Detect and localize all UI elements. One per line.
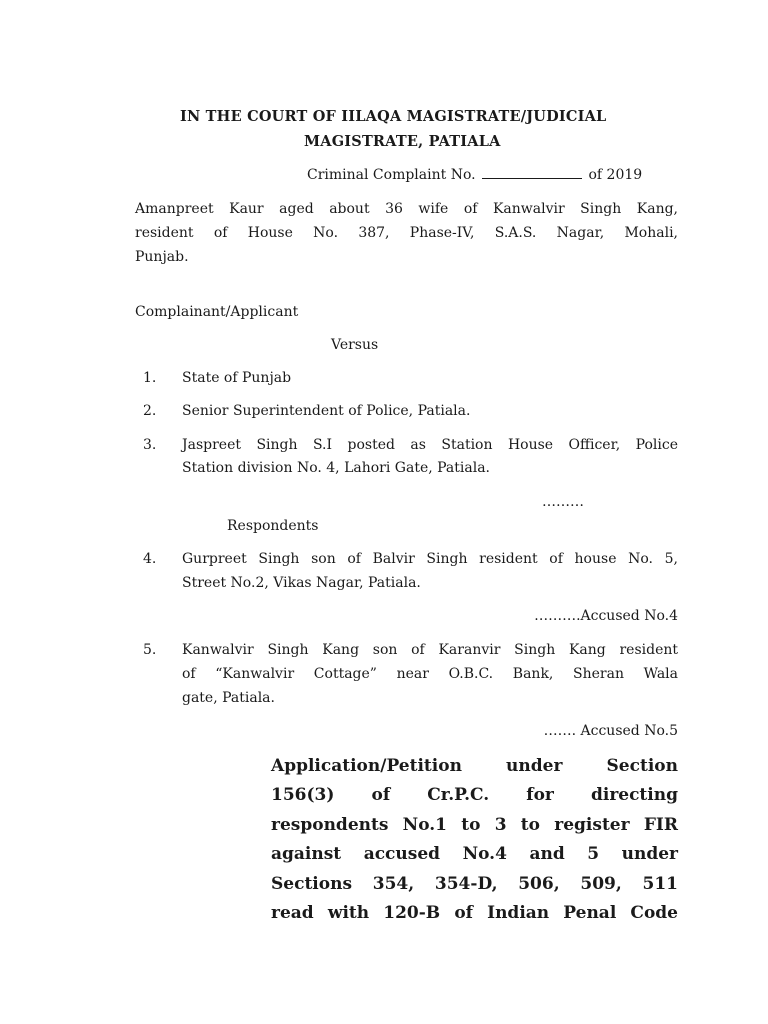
respondent-line: State of Punjab xyxy=(182,370,292,386)
complainant-line3: Punjab. xyxy=(135,249,189,265)
accused-line: Gurpreet Singh son of Balvir Singh resident of house No. 5, xyxy=(182,551,678,567)
respondents-dots: ……… xyxy=(542,494,584,510)
respondent-line: Senior Superintendent of Police, Patiala. xyxy=(182,403,471,419)
respondent-line: Station division No. 4, Lahori Gate, Patiala. xyxy=(182,460,490,476)
respondent-line: Jaspreet Singh S.I posted as Station House Officer, Police xyxy=(182,437,678,453)
complaint-number-blank xyxy=(482,166,582,179)
complainant-line1: Amanpreet Kaur aged about 36 wife of Kanwalvir Singh Kang, xyxy=(135,201,678,217)
accused-label: ……. Accused No.5 xyxy=(543,723,678,739)
accused-line: Street No.2, Vikas Nagar, Patiala. xyxy=(182,575,421,591)
complaint-suffix: of 2019 xyxy=(588,167,643,183)
court-heading-line1: IN THE COURT OF IILAQA MAGISTRATE/JUDICIAL xyxy=(180,108,607,125)
accused-line: gate, Patiala. xyxy=(182,690,275,706)
respondents-label: Respondents xyxy=(227,518,319,534)
prayer-line: against accused No.4 and 5 under xyxy=(271,844,678,865)
respondent-number: 1. xyxy=(143,370,157,386)
accused-label: ……….Accused No.4 xyxy=(534,608,678,624)
prayer-line: read with 120-B of Indian Penal Code xyxy=(271,903,678,924)
respondent-number: 2. xyxy=(143,403,157,419)
prayer-line: Sections 354, 354-D, 506, 509, 511 xyxy=(271,873,678,894)
complainant-label: Complainant/Applicant xyxy=(135,304,299,320)
accused-line: Kanwalvir Singh Kang son of Karanvir Singh Kang resident xyxy=(182,642,678,658)
accused-line: of “Kanwalvir Cottage” near O.B.C. Bank, Sheran Wala xyxy=(182,666,678,682)
respondent-number: 3. xyxy=(143,437,157,453)
prayer-block xyxy=(271,752,678,928)
accused-number: 4. xyxy=(143,551,157,567)
prayer-line: respondents No.1 to 3 to register FIR xyxy=(271,814,678,835)
complainant-line2: resident of House No. 387, Phase-IV, S.A.S. Nagar, Mohali, xyxy=(135,225,678,241)
accused-number: 5. xyxy=(143,642,157,658)
versus-label: Versus xyxy=(331,337,379,353)
complaint-prefix: Criminal Complaint No. xyxy=(307,167,476,183)
court-heading-line2: MAGISTRATE, PATIALA xyxy=(304,133,501,150)
prayer-line: Application/Petition under Section xyxy=(271,756,678,776)
complaint-number-line xyxy=(307,163,642,187)
prayer-line: 156(3) of Cr.P.C. for directing xyxy=(271,785,678,806)
